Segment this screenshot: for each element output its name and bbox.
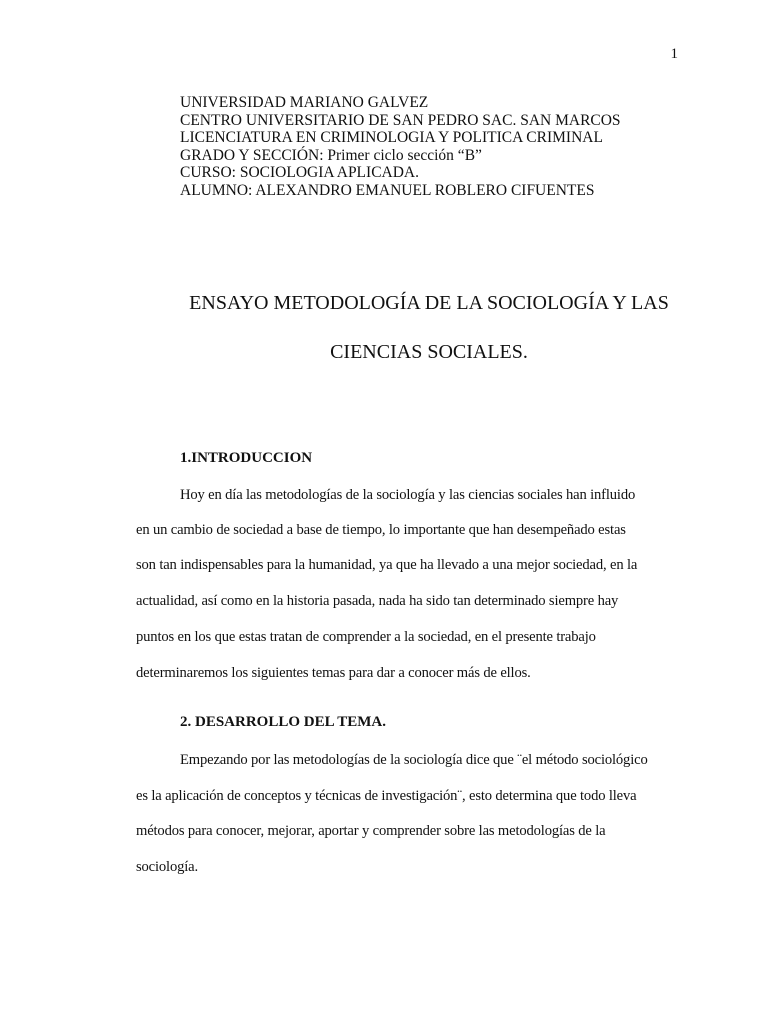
development-paragraph-line: sociología.: [136, 859, 198, 875]
development-paragraph-line: métodos para conocer, mejorar, aportar y comprender sobre las metodologías de la: [136, 823, 606, 839]
intro-paragraph-line: son tan indispensables para la humanidad, ya que ha llevado a una mejor sociedad, en la: [136, 557, 638, 573]
essay-title-line-2: CIENCIAS SOCIALES.: [330, 341, 528, 363]
header-student: ALUMNO: ALEXANDRO EMANUEL ROBLERO CIFUENTES: [180, 181, 595, 199]
header-center: CENTRO UNIVERSITARIO DE SAN PEDRO SAC. SAN MARCOS: [180, 111, 621, 129]
intro-paragraph-line: puntos en los que estas tratan de comprender a la sociedad, en el presente trabajo: [136, 629, 596, 645]
header-course: CURSO: SOCIOLOGIA APLICADA.: [180, 164, 419, 181]
intro-paragraph-line: Hoy en día las metodologías de la sociología y las ciencias sociales han influido: [180, 487, 636, 503]
development-paragraph-line: Empezando por las metodologías de la sociología dice que ¨el método sociológico: [180, 752, 648, 768]
intro-paragraph-line: actualidad, así como en la historia pasada, nada ha sido tan determinado siempre hay: [136, 593, 619, 609]
intro-paragraph-line: determinaremos los siguientes temas para dar a conocer más de ellos.: [136, 665, 531, 681]
document-header: [180, 94, 720, 199]
header-grade-section: GRADO Y SECCIÓN: Primer ciclo sección “B”: [180, 146, 482, 164]
header-degree: LICENCIATURA EN CRIMINOLOGIA Y POLITICA CRIMINAL: [180, 129, 603, 146]
header-university: UNIVERSIDAD MARIANO GALVEZ: [180, 94, 429, 111]
intro-paragraph-line: en un cambio de sociedad a base de tiempo, lo importante que han desempeñado estas: [136, 522, 626, 538]
section-heading-development: 2. DESARROLLO DEL TEMA.: [180, 714, 387, 730]
section-heading-introduction: 1.INTRODUCCION: [180, 450, 313, 466]
development-paragraph-line: es la aplicación de conceptos y técnicas de investigación¨, esto determina que todo lleva: [136, 788, 637, 804]
essay-title-line-1: ENSAYO METODOLOGÍA DE LA SOCIOLOGÍA Y LAS: [189, 292, 669, 314]
page-number: 1: [670, 46, 678, 62]
